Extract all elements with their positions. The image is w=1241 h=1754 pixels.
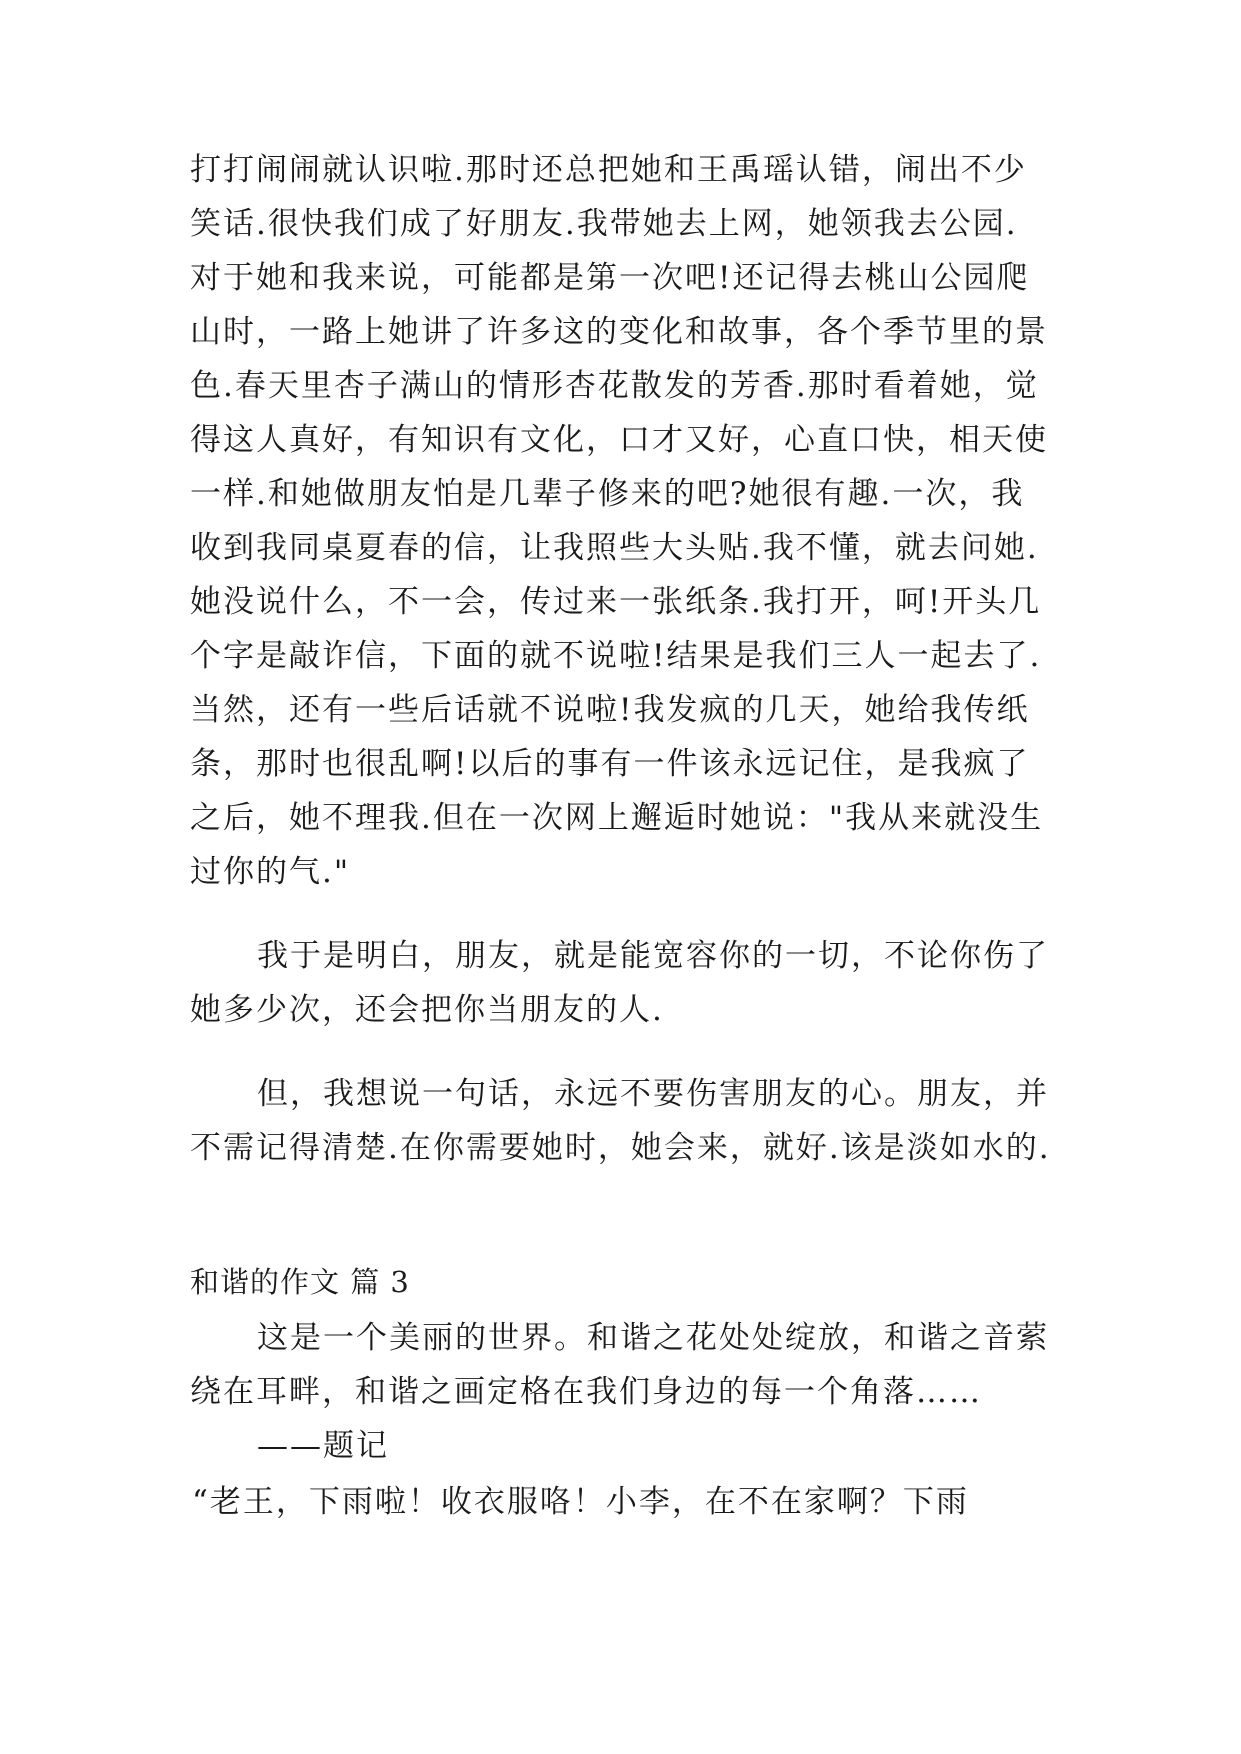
text-line: 山时，一路上她讲了许多这的变化和故事，各个季节里的景 [190, 314, 1048, 350]
paragraph-line: 但，我想说一句话，永远不要伤害朋友的心。朋友，并 [257, 1076, 1049, 1112]
text-line: 她没说什么，不一会，传过来一张纸条.我打开，呵!开头几 [190, 584, 1042, 620]
paragraph-line: 她多少次，还会把你当朋友的人. [190, 992, 664, 1028]
text-line: 得这人真好，有知识有文化，口才又好，心直口快，相天使 [190, 422, 1048, 458]
paragraph-line: “老王，下雨啦！收衣服咯！小李，在不在家啊？下雨 [192, 1484, 969, 1520]
text-line: 色.春天里杏子满山的情形杏花散发的芳香.那时看着她，觉 [190, 368, 1039, 404]
text-line: 打打闹闹就认识啦.那时还总把她和王禹瑶认错，闹出不少 [190, 152, 1027, 188]
paragraph-line: 不需记得清楚.在你需要她时，她会来，就好.该是淡如水的. [190, 1130, 1051, 1166]
text-line: 个字是敲诈信，下面的就不说啦!结果是我们三人一起去了. [190, 638, 1042, 674]
text-line: 收到我同桌夏春的信，让我照些大头贴.我不懂，就去问她. [190, 530, 1039, 566]
text-line: 对于她和我来说，可能都是第一次吧!还记得去桃山公园爬 [190, 260, 1030, 296]
inscription: ——题记 [257, 1428, 389, 1464]
paragraph-line: 绕在耳畔，和谐之画定格在我们身边的每一个角落…… [190, 1374, 982, 1410]
paragraph-line: 这是一个美丽的世界。和谐之花处处绽放，和谐之音萦 [257, 1320, 1049, 1356]
paragraph-line: 我于是明白，朋友，就是能宽容你的一切，不论你伤了 [257, 938, 1049, 974]
text-line: 之后，她不理我.但在一次网上邂逅时她说："我从来就没生 [190, 800, 1044, 836]
essay-heading: 和谐的作文 篇 3 [190, 1265, 410, 1299]
text-line: 条，那时也很乱啊!以后的事有一件该永远记住，是我疯了 [190, 746, 1030, 782]
text-line: 笑话.很快我们成了好朋友.我带她去上网，她领我去公园. [190, 206, 1018, 242]
text-line: 当然，还有一些后话就不说啦!我发疯的几天，她给我传纸 [190, 692, 1030, 728]
text-line: 一样.和她做朋友怕是几辈子修来的吧?她很有趣.一次，我 [190, 476, 1025, 512]
text-line: 过你的气." [190, 854, 351, 890]
